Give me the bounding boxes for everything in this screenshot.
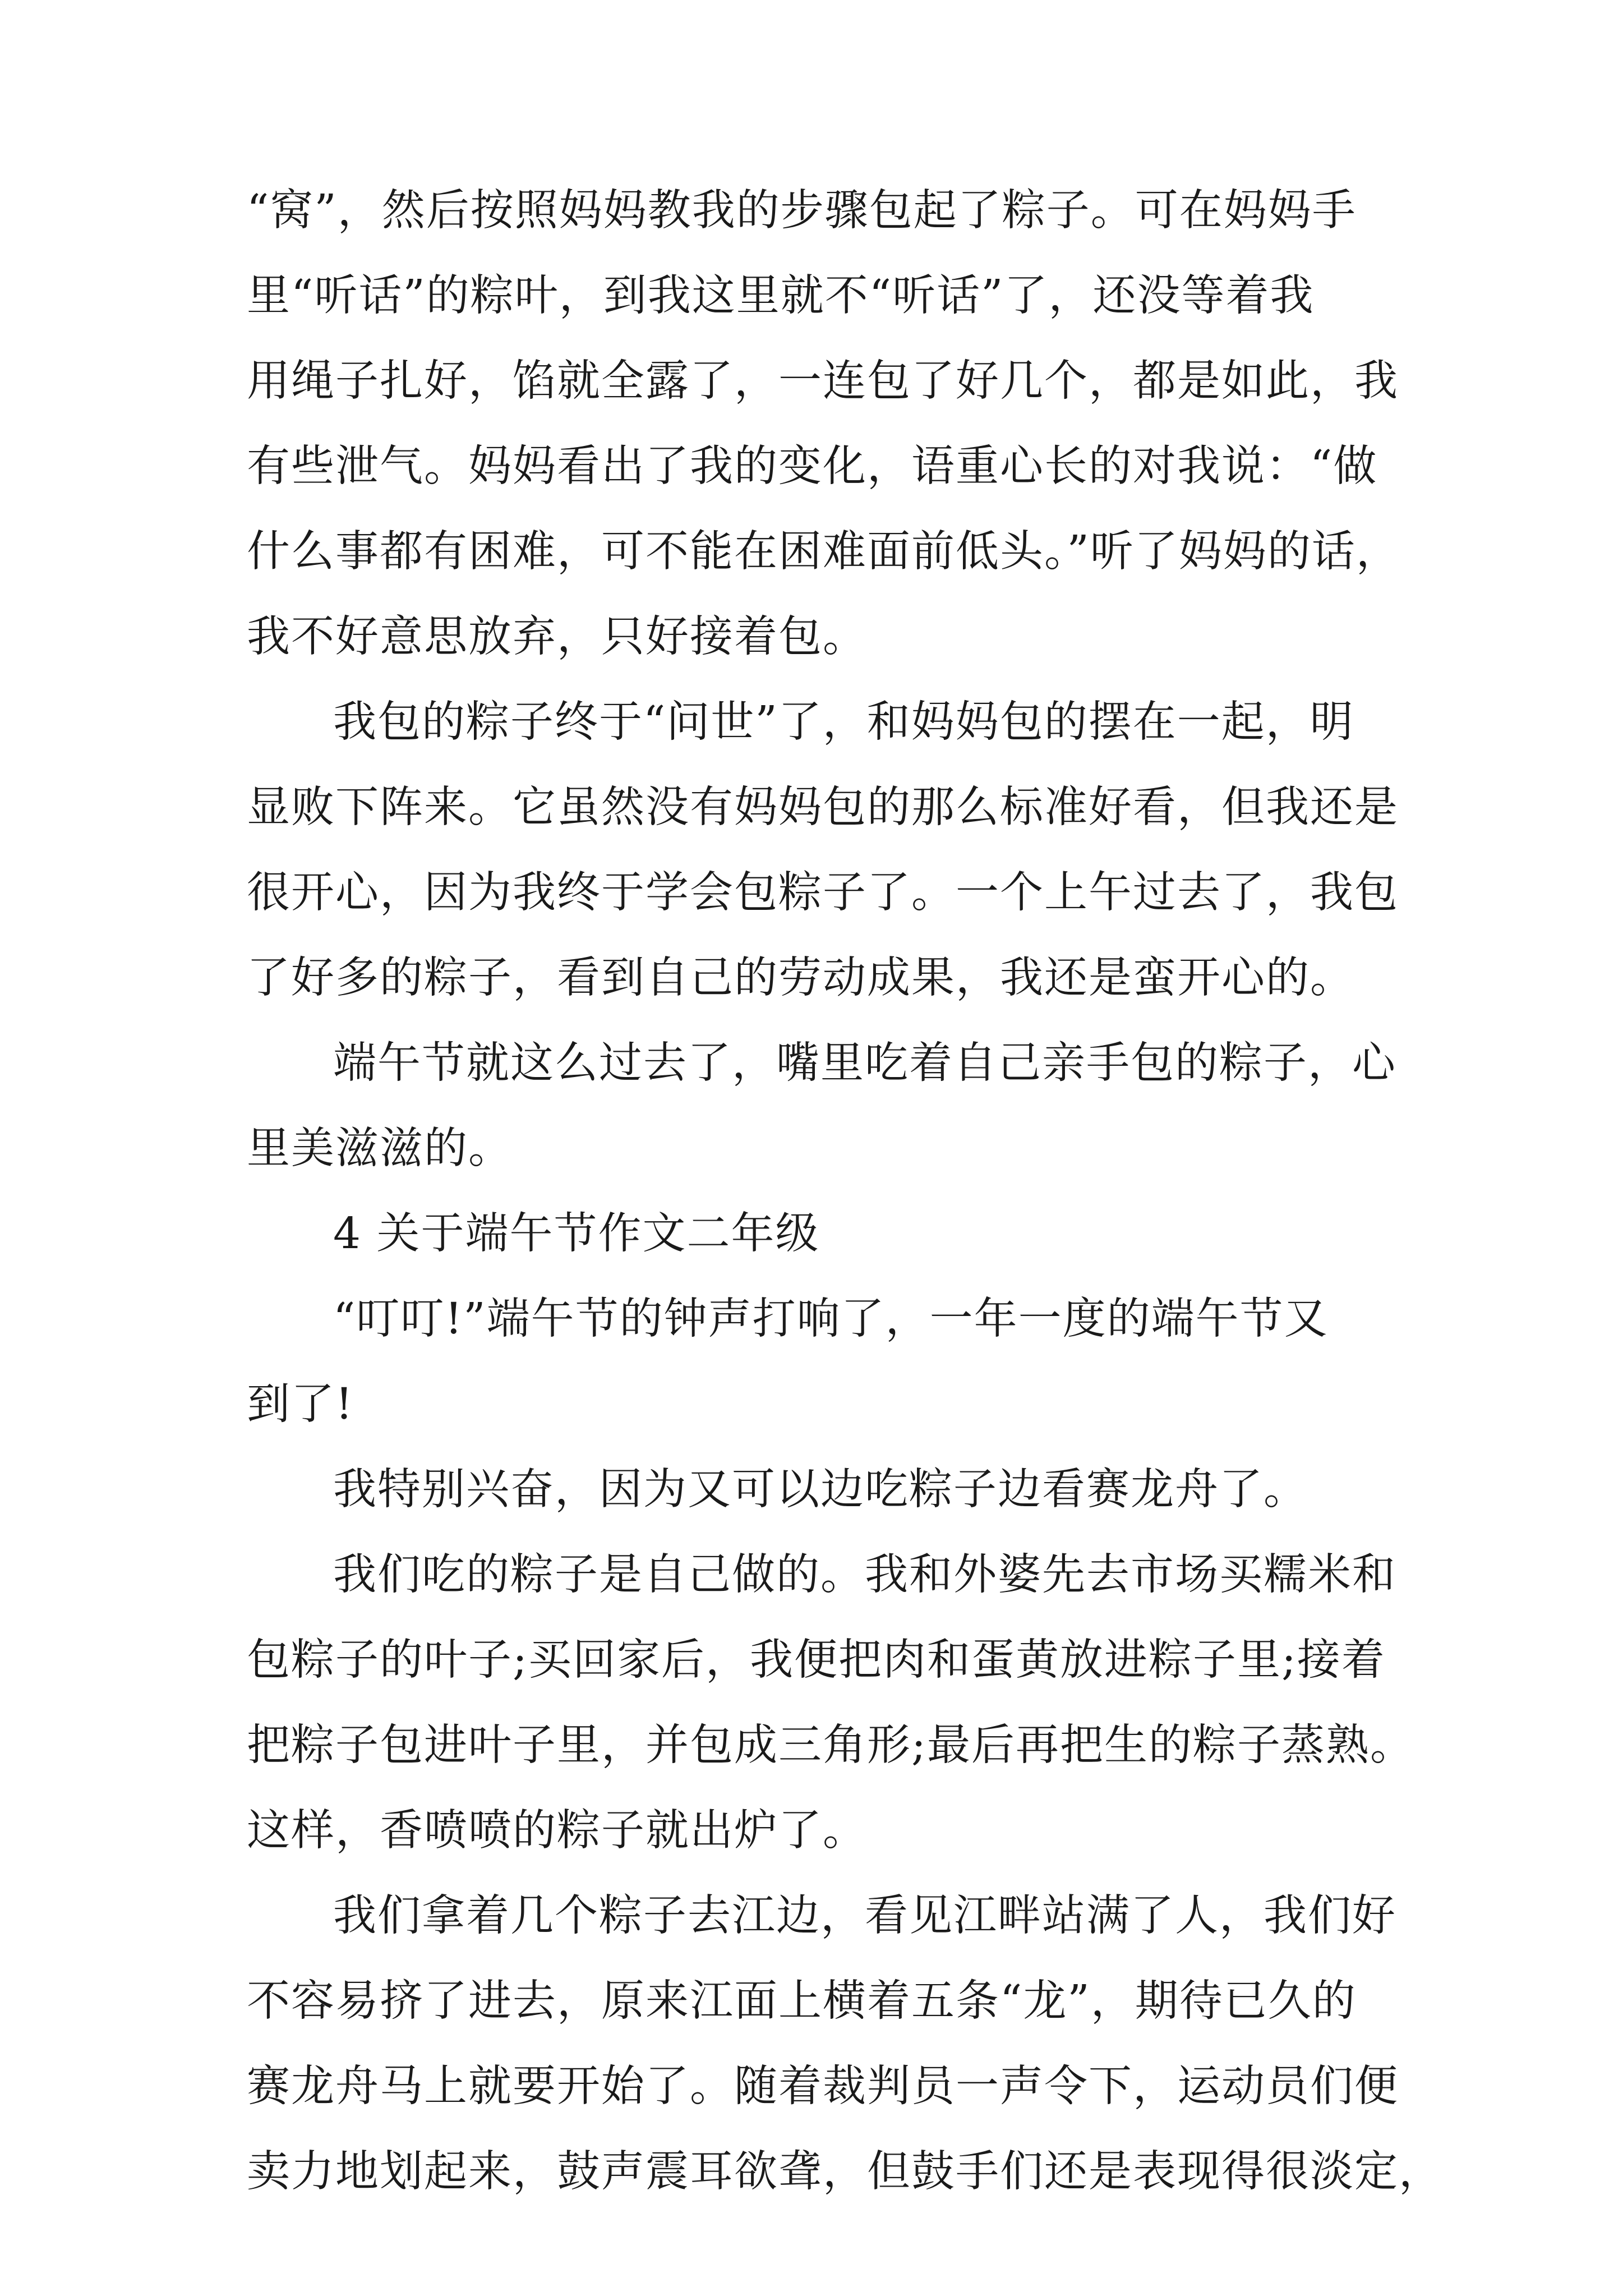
- text-line-22: 不容易挤了进去，原来江面上横着五条“龙”，期待已久的: [247, 1976, 1357, 2026]
- text-line-17: 我们吃的粽子是自己做的。我和外婆先去市场买糯米和: [333, 1550, 1396, 1600]
- text-line-5: 什么事都有困难，可不能在困难面前低头。”听了妈妈的话，: [247, 527, 1400, 577]
- text-line-4: 有些泄气。妈妈看出了我的变化，语重心长的对我说：“做: [247, 441, 1378, 491]
- text-line-19: 把粽子包进叶子里，并包成三角形;最后再把生的粽子蒸熟。: [247, 1720, 1414, 1770]
- text-line-7: 我包的粽子终于“问世”了，和妈妈包的摆在一起，明: [333, 697, 1354, 747]
- text-line-20: 这样，香喷喷的粽子就出炉了。: [247, 1806, 867, 1856]
- section-heading: 4 关于端午节作文二年级: [333, 1209, 820, 1259]
- text-line-24: 卖力地划起来，鼓声震耳欲聋，但鼓手们还是表现得很淡定，: [247, 2147, 1443, 2197]
- text-line-1: “窝”，然后按照妈妈教我的步骤包起了粽子。可在妈妈手: [247, 186, 1357, 236]
- text-line-16: 我特别兴奋，因为又可以边吃粽子边看赛龙舟了。: [333, 1465, 1308, 1515]
- text-line-2: 里“听话”的粽叶，到我这里就不“听话”了，还没等着我: [247, 271, 1315, 321]
- text-line-6: 我不好意思放弃，只好接着包。: [247, 612, 867, 662]
- text-line-18: 包粽子的叶子;买回家后，我便把肉和蛋黄放进粽子里;接着: [247, 1635, 1386, 1685]
- essay-body: [247, 168, 1443, 2215]
- text-line-11: 端午节就这么过去了，嘴里吃着自己亲手包的粽子，心: [333, 1038, 1396, 1088]
- text-line-10: 了好多的粽子，看到自己的劳动成果，我还是蛮开心的。: [247, 953, 1354, 1003]
- text-line-14: “叮叮!”端午节的钟声打响了，一年一度的端午节又: [333, 1294, 1329, 1344]
- text-line-9: 很开心，因为我终于学会包粽子了。一个上午过去了，我包: [247, 868, 1399, 918]
- text-line-12: 里美滋滋的。: [247, 1124, 513, 1174]
- text-line-21: 我们拿着几个粽子去江边，看见江畔站满了人，我们好: [333, 1891, 1396, 1941]
- text-line-8: 显败下阵来。它虽然没有妈妈包的那么标准好看，但我还是: [247, 783, 1399, 832]
- text-line-15: 到了!: [247, 1379, 354, 1429]
- text-line-23: 赛龙舟马上就要开始了。随着裁判员一声令下，运动员们便: [247, 2062, 1399, 2111]
- text-line-3: 用绳子扎好，馅就全露了，一连包了好几个，都是如此，我: [247, 356, 1399, 406]
